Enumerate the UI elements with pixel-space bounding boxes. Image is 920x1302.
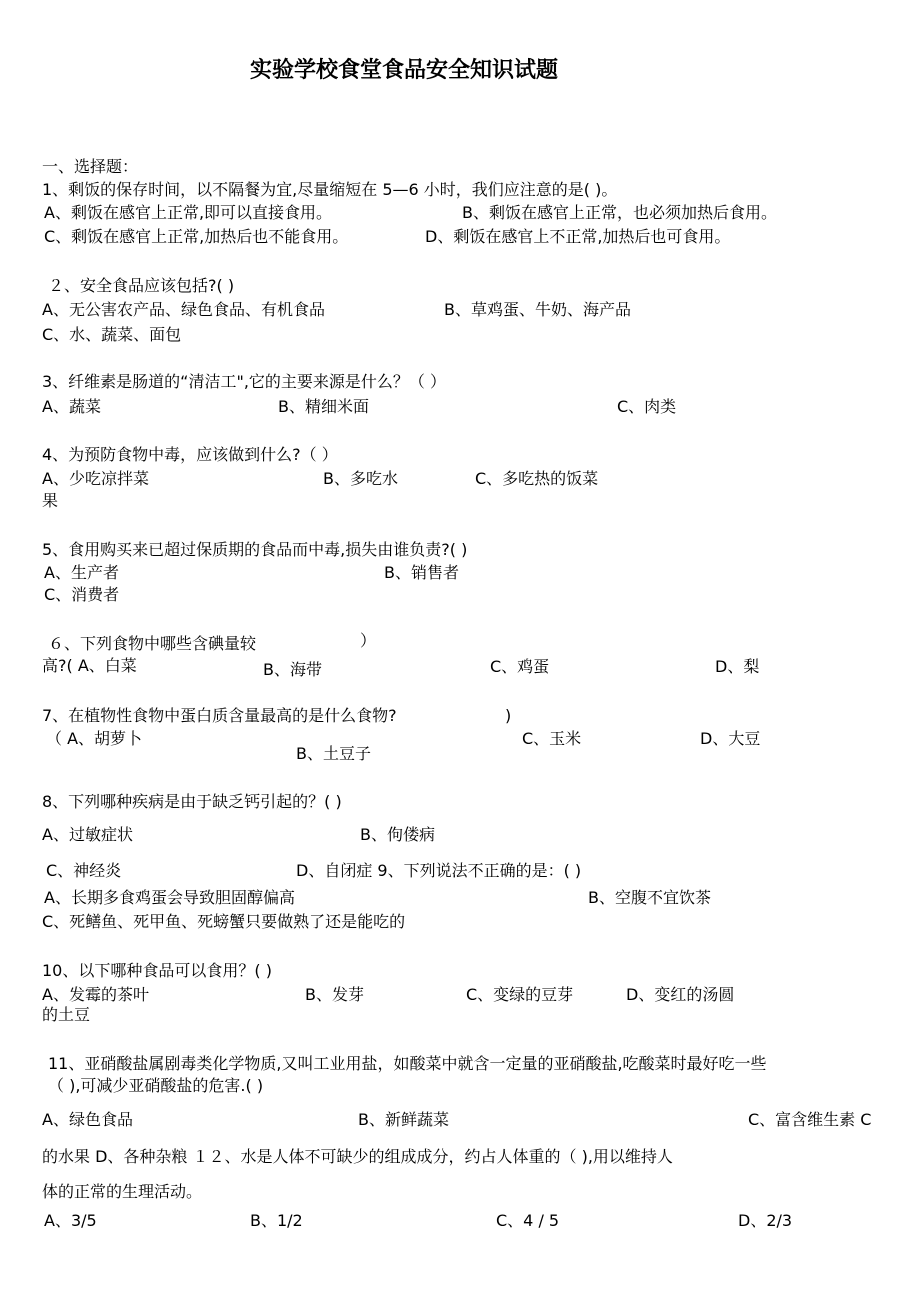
- q6-option-b: B、海带: [263, 660, 322, 679]
- q11-option-a: A、绿色食品: [42, 1110, 133, 1129]
- q5-option-a: A、生产者: [44, 563, 119, 582]
- q1-stem: 1、剩饭的保存时间，以不隔餐为宜,尽量缩短在 5—6 小时，我们应注意的是( )。: [42, 180, 618, 199]
- q1-option-c: C、剩饭在感官上正常,加热后也不能食用。: [44, 227, 349, 246]
- q9-option-c: C、死鳝鱼、死甲鱼、死螃蟹只要做熟了还是能吃的: [42, 912, 406, 931]
- q10-option-b: B、发芽: [305, 985, 364, 1004]
- q6-paren: ）: [360, 631, 377, 650]
- q8-option-d-and-q9-stem: D、自闭症 9、下列说法不正确的是：( ): [296, 861, 582, 880]
- q8-option-c: C、神经炎: [46, 861, 122, 880]
- q11-stem: 11、亚硝酸盐属剧毒类化学物质,又叫工业用盐，如酸菜中就含一定量的亚硝酸盐,吃酸菜时最好吃一些: [48, 1054, 767, 1073]
- q9-option-b: B、空腹不宜饮茶: [588, 888, 711, 907]
- q10-option-a: A、发霉的茶叶: [42, 985, 149, 1004]
- q1-option-d: D、剩饭在感官上不正常,加热后也可食用。: [425, 227, 731, 246]
- q9-option-a: A、长期多食鸡蛋会导致胆固醇偏高: [44, 888, 295, 907]
- q6-stem-continued: 高?( A、白菜: [42, 656, 137, 675]
- q12-stem-continued: 体的正常的生理活动。: [42, 1182, 203, 1201]
- q5-option-b: B、销售者: [384, 563, 459, 582]
- q11-stem-continued: （ ),可减少亚硝酸盐的危害.( ): [48, 1076, 264, 1095]
- q7-option-a: （ A、胡萝卜: [46, 729, 143, 748]
- q12-option-c: C、4 / 5: [496, 1211, 560, 1230]
- q7-option-c: C、玉米: [522, 729, 582, 748]
- q10-option-d: D、变红的汤圆: [626, 985, 735, 1004]
- q11-option-d-and-q12-stem: 的水果 D、各种杂粮 １２、水是人体不可缺少的组成成分，约占人体重的（ ),用以维持人: [42, 1147, 673, 1166]
- q1-option-a: A、剩饭在感官上正常,即可以直接食用。: [44, 203, 333, 222]
- q11-option-b: B、新鲜蔬菜: [358, 1110, 449, 1129]
- q8-option-b: B、佝偻病: [360, 825, 435, 844]
- q6-stem: ６、下列食物中哪些含碘量较: [48, 634, 257, 653]
- q3-stem: 3、纤维素是肠道的“清洁工",它的主要来源是什么？（ ）: [42, 372, 447, 391]
- q2-option-a: A、无公害农产品、绿色食品、有机食品: [42, 300, 325, 319]
- page-title: 实验学校食堂食品安全知识试题: [250, 58, 559, 83]
- q4-option-c: C、多吃热的饭菜: [475, 469, 599, 488]
- q4-option-a: A、少吃凉拌菜: [42, 469, 149, 488]
- q2-option-c: C、水、蔬菜、面包: [42, 325, 182, 344]
- q6-option-d: D、梨: [715, 657, 760, 676]
- q4-extra: 果: [42, 491, 59, 510]
- q3-option-b: B、精细米面: [278, 397, 369, 416]
- q12-option-a: A、3/5: [44, 1211, 97, 1230]
- q12-option-b: B、1/2: [250, 1211, 303, 1230]
- q2-option-b: B、草鸡蛋、牛奶、海产品: [444, 300, 631, 319]
- section-heading: 一、选择题：: [42, 157, 139, 176]
- q1-option-b: B、剩饭在感官上正常，也必须加热后食用。: [462, 203, 777, 222]
- q10-stem: 10、以下哪种食品可以食用？( ): [42, 961, 272, 980]
- q7-option-d: D、大豆: [700, 729, 761, 748]
- q12-option-d: D、2/3: [738, 1211, 793, 1230]
- q8-option-a: A、过敏症状: [42, 825, 133, 844]
- q11-option-c: C、富含维生素 C: [748, 1110, 872, 1129]
- q10-extra: 的土豆: [42, 1005, 91, 1024]
- q4-option-b: B、多吃水: [323, 469, 398, 488]
- q2-stem: ２、安全食品应该包括?( ): [48, 276, 235, 295]
- q7-paren: ): [505, 706, 512, 725]
- q3-option-a: A、蔬菜: [42, 397, 101, 416]
- q4-stem: 4、为预防食物中毒，应该做到什么?（ ）: [42, 445, 338, 464]
- q6-option-c: C、鸡蛋: [490, 657, 550, 676]
- q7-option-b: B、土豆子: [296, 744, 371, 763]
- q3-option-c: C、肉类: [617, 397, 677, 416]
- q5-option-c: C、消费者: [44, 585, 120, 604]
- q5-stem: 5、食用购买来已超过保质期的食品而中毒,损失由谁负责?( ): [42, 540, 468, 559]
- q7-stem: 7、在植物性食物中蛋白质含量最高的是什么食物?: [42, 706, 397, 725]
- q10-option-c: C、变绿的豆芽: [466, 985, 574, 1004]
- q8-stem: 8、下列哪种疾病是由于缺乏钙引起的？( ): [42, 792, 342, 811]
